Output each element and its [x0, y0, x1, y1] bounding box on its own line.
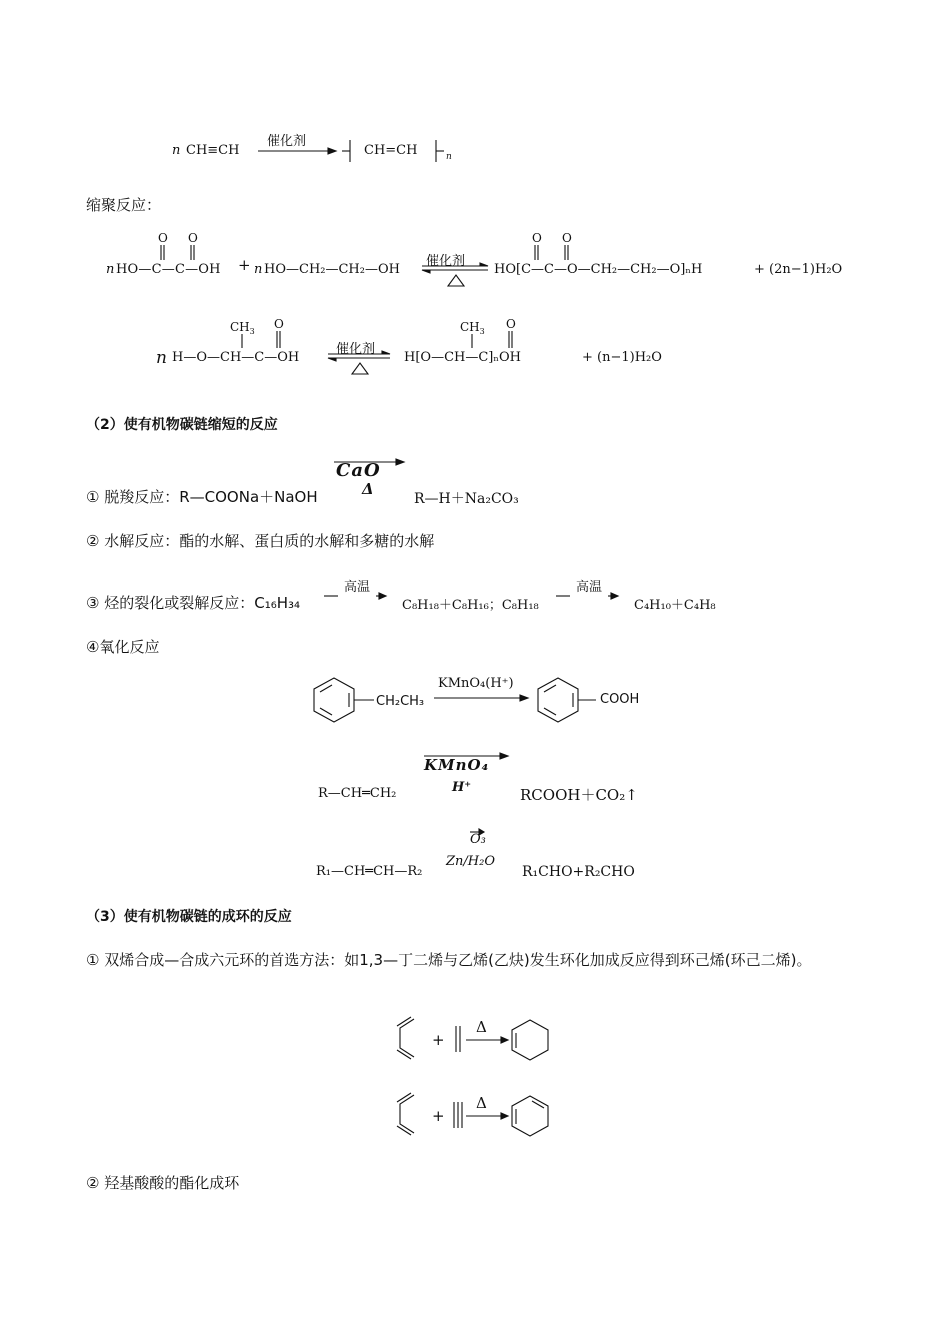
cracking-product-1: C₈H₁₈＋C₈H₁₆；C₈H₁₈	[402, 598, 539, 613]
heat-symbol: Δ	[362, 480, 374, 498]
svg-text:CH3: $CH_3$	[460, 320, 485, 336]
condensation-reaction-1	[106, 230, 866, 290]
kmno4-reagent: KMnO₄	[424, 756, 490, 774]
svg-text:O: O	[506, 317, 516, 331]
plus-sign: +	[238, 256, 251, 274]
butadiene-icon	[394, 1092, 424, 1142]
svg-text:O: O	[562, 231, 572, 245]
reversible-arrow	[328, 354, 398, 380]
carbonyl-groups	[152, 232, 212, 262]
oxidation-reaction-2	[318, 752, 658, 806]
heat-symbol: Δ	[476, 1018, 487, 1036]
acid-catalyst: H⁺	[452, 780, 472, 795]
product-carbonyls	[526, 232, 586, 262]
polymer-unit: CH=CH	[364, 143, 418, 158]
diels-alder-ethylene	[394, 1016, 564, 1066]
ethylene-icon	[454, 1026, 464, 1056]
svg-text:O: O	[158, 231, 168, 245]
section-2-heading: （2）使有机物碳链缩短的反应	[86, 417, 278, 433]
oxidation-arrow	[434, 698, 534, 704]
ethylene-glycol: HO—CH₂—CH₂—OH	[264, 262, 400, 277]
plus-sign: +	[432, 1031, 445, 1049]
acetylene: CH≡CH	[186, 143, 240, 158]
svg-text:CH3: $CH_3$	[230, 320, 255, 336]
alkene-reactant: R₁—CH═CH—R₂	[316, 864, 423, 879]
svg-text:O: O	[532, 231, 542, 245]
oxalic-acid: HO—C—C—OH	[116, 262, 221, 277]
acetylene-polymerization	[172, 134, 472, 168]
lactic-acid: H—O—CH—C—OH	[172, 350, 300, 365]
cyclohexene-icon	[510, 1018, 554, 1064]
decarboxylation-product: R—H＋Na₂CO₃	[414, 491, 519, 507]
diels-alder-acetylene	[394, 1092, 564, 1142]
high-temp-label: 高温	[576, 580, 603, 595]
benzene-ring-icon	[534, 672, 604, 728]
heat-symbol: Δ	[476, 1094, 487, 1112]
coefficient-n: n	[172, 143, 181, 158]
reaction-arrow	[258, 151, 338, 161]
hydroxy-acid-text: ② 羟基酸酸的酯化成环	[86, 1174, 240, 1192]
condensation-heading: 缩聚反应：	[86, 196, 162, 214]
catalyst-label: 催化剂	[267, 134, 307, 149]
ethyl-group: CH₂CH₃	[376, 694, 425, 709]
cyclohexadiene-icon	[510, 1094, 554, 1140]
reaction-arrow	[466, 1040, 516, 1046]
coefficient-n: n	[106, 262, 115, 277]
condensation-reaction-2	[156, 318, 676, 378]
oxidation-reaction-1	[310, 672, 650, 728]
cao-reagent: CaO	[336, 460, 381, 481]
cracking-arrow-1	[324, 596, 394, 606]
decarboxylation-label: ① 脱羧反应：R—COONa＋NaOH	[86, 488, 318, 506]
cracking-arrow-2	[556, 596, 626, 606]
water-byproduct: + (n−1)H₂O	[582, 350, 662, 365]
reversible-arrow	[422, 266, 492, 292]
reaction-arrow	[466, 1116, 516, 1122]
oxidation-heading: ④氧化反应	[86, 638, 160, 656]
butadiene-icon	[394, 1016, 424, 1066]
svg-text:O: O	[274, 317, 284, 331]
lactic-substituents	[228, 318, 288, 350]
coefficient-n: n	[156, 348, 167, 368]
hydrolysis-text: ② 水解反应：酯的水解、蛋白质的水解和多糖的水解	[86, 532, 435, 550]
benzene-ring-icon	[310, 672, 380, 728]
plus-sign: +	[432, 1107, 445, 1125]
aldehyde-products: R₁CHO+R₂CHO	[522, 864, 635, 880]
high-temp-label: 高温	[344, 580, 371, 595]
acetylene-icon	[452, 1102, 464, 1132]
carboxyl-group: COOH	[600, 692, 640, 707]
alkene-reactant: R—CH═CH₂	[318, 786, 397, 801]
polylactide: H[O—CH—C]ₙOH	[404, 350, 521, 365]
zinc-water-reagent: Zn/H₂O	[446, 854, 495, 869]
oxidation-product: RCOOH＋CO₂↑	[520, 786, 638, 804]
cracking-product-2: C₄H₁₀＋C₄H₈	[634, 598, 716, 613]
catalyst-label: 催化剂	[336, 342, 376, 357]
catalyst-label: 催化剂	[426, 254, 466, 269]
diels-alder-paragraph: ① 双烯合成—合成六元环的首选方法：如1,3—丁二烯与乙烯(乙炔)发生环化加成反应得到环己烯(环己二烯)。	[86, 951, 812, 969]
section-3-heading: （3）使有机物碳链的成环的反应	[86, 909, 292, 925]
kmno4-reagent: KMnO₄(H⁺)	[438, 676, 514, 691]
cracking-label: ③ 烃的裂化或裂解反应：C₁₆H₃₄	[86, 594, 301, 612]
subscript-n: n	[446, 152, 452, 162]
svg-text:O: O	[188, 231, 198, 245]
ozone-reagent: O₃	[470, 832, 486, 847]
water-byproduct: + (2n−1)H₂O	[754, 262, 843, 277]
polylactide-substituents	[456, 318, 526, 350]
decarboxylation-reaction	[86, 458, 606, 508]
coefficient-n: n	[254, 262, 263, 277]
ozonolysis-reaction	[316, 826, 656, 884]
cracking-reaction	[86, 574, 766, 614]
polyester-product: HO[C—C—O—CH₂—CH₂—O]ₙH	[494, 262, 703, 277]
